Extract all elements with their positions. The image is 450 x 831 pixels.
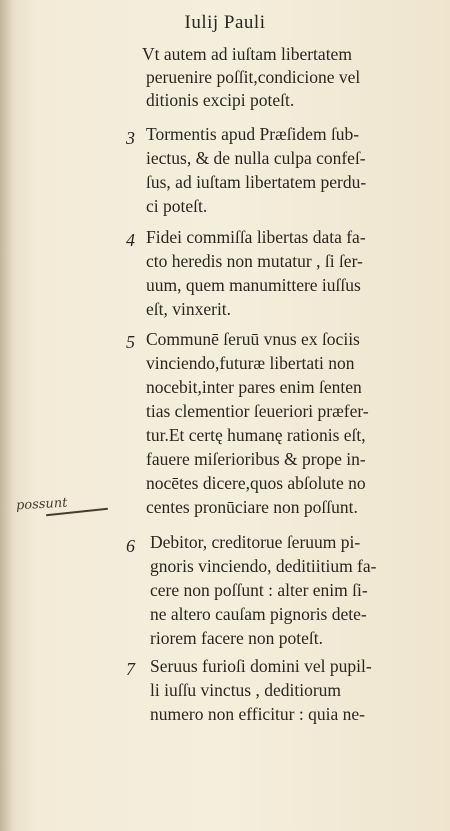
text-line: fauere miſerioribus & prope in- xyxy=(146,449,366,469)
text-line: tias clementior ſeueriori præfer- xyxy=(146,401,369,421)
text-line: Vt autem ad iuſtam libertatem xyxy=(142,44,352,64)
text-line: ci poteſt. xyxy=(146,196,208,216)
gutter-shadow xyxy=(0,0,14,831)
text-line: ditionis excipi poteſt. xyxy=(146,90,295,110)
text-line: ſus, ad iuſtam libertatem perdu- xyxy=(146,172,367,192)
text-line: eſt, vinxerit. xyxy=(146,299,232,319)
text-line: numero non efficitur : quia ne- xyxy=(150,704,365,724)
text-line: iectus, & de nulla culpa confeſ- xyxy=(146,148,366,168)
running-head: Iulij Pauli xyxy=(184,12,266,33)
text-line: vinciendo,futuræ libertati non xyxy=(146,353,355,373)
section-number: 7 xyxy=(126,659,135,679)
section-number: 3 xyxy=(126,128,135,148)
text-line: Debitor, creditorue ſeruum pi- xyxy=(150,532,361,552)
text-line: riorem facere non poteſt. xyxy=(150,628,323,648)
text-line: nocebit,inter pares enim ſenten xyxy=(146,377,362,397)
text-line: gnoris vinciendo, deditiitium fa- xyxy=(150,556,377,576)
text-line: Fidei commiſſa libertas data fa- xyxy=(146,227,366,247)
text-line: Tormentis apud Præſidem ſub- xyxy=(146,124,360,144)
text-line: centes pronūciare non poſſunt. xyxy=(146,497,358,517)
text-line: li iuſſu vinctus , deditiorum xyxy=(150,680,342,700)
text-line: uum, quem manumittere iuſſus xyxy=(146,275,361,295)
section-number: 4 xyxy=(126,230,135,250)
text-line: cere non poſſunt : alter enim ſi- xyxy=(150,580,368,600)
text-line: peruenire poſſit,condicione vel xyxy=(146,67,361,87)
text-line: ne altero cauſam pignoris dete- xyxy=(150,604,367,624)
text-line: tur.Et certę humanę rationis eſt, xyxy=(146,425,366,445)
handwritten-margin-note: possunt xyxy=(15,495,68,514)
text-line: nocētes dicere,quos abſolute no xyxy=(146,473,366,493)
section-number: 6 xyxy=(126,536,135,556)
section-number: 5 xyxy=(126,332,135,352)
text-line: Communē ſeruū vnus ex ſociis xyxy=(146,329,360,349)
text-line: cto heredis non mutatur , ſi ſer- xyxy=(146,251,363,271)
text-line: Seruus furioſi domini vel pupil- xyxy=(150,656,372,676)
